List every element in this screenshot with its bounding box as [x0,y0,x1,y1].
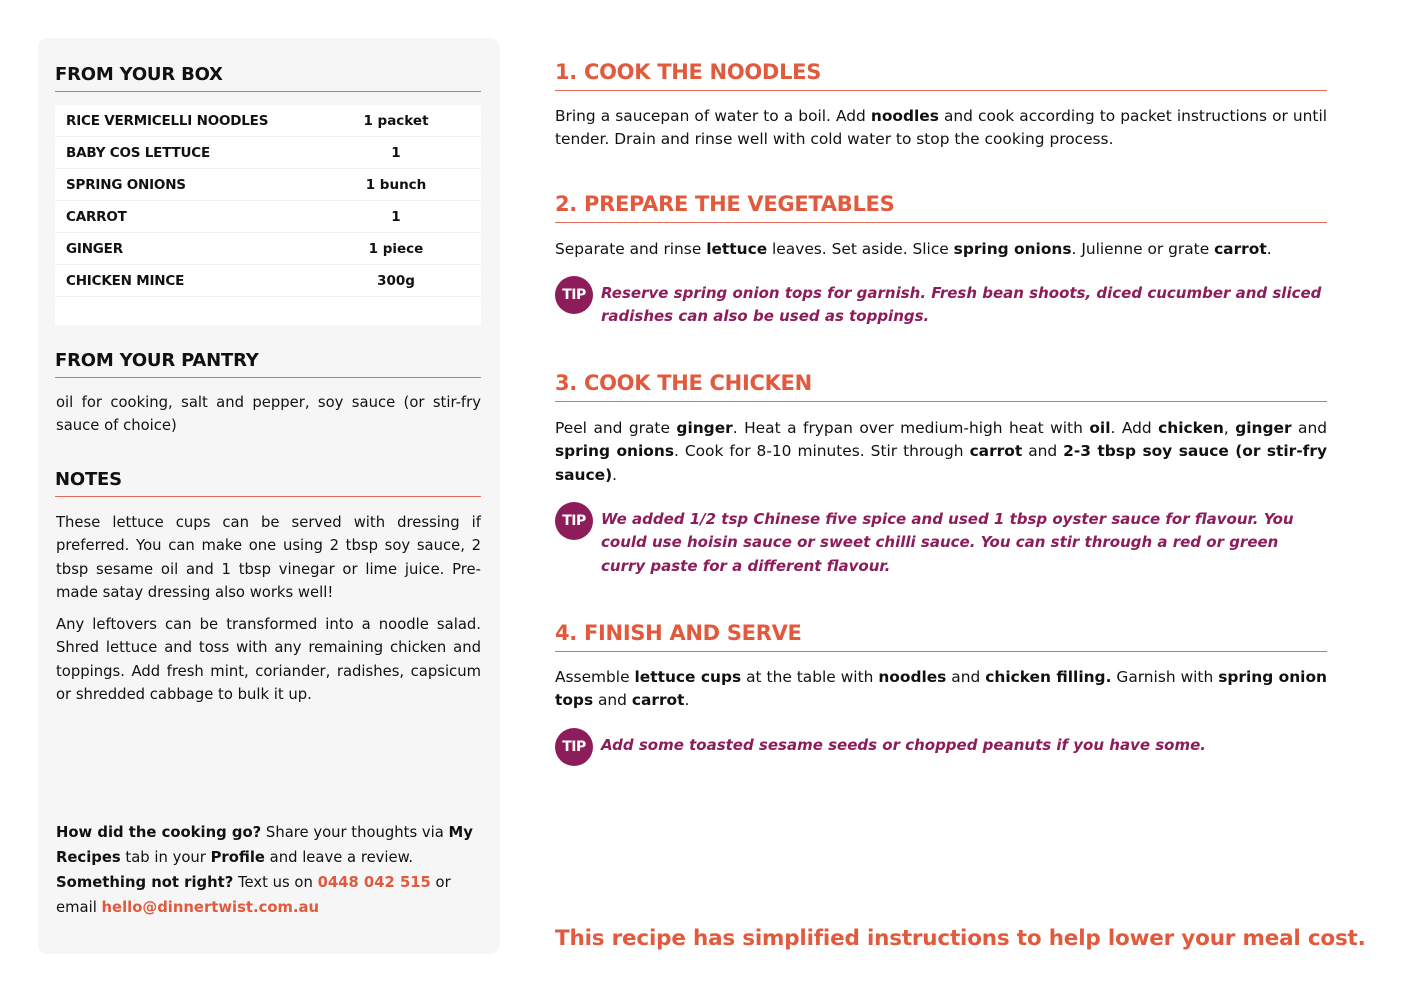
ingredient-name: SPRING ONIONS [66,176,186,193]
body-text: , [1223,419,1236,437]
ingredient-row [55,137,481,169]
bold-ingredient: lettuce [706,240,768,258]
bold-ingredient: ginger [1235,419,1292,437]
ingredient-qty: 1 piece [368,240,424,257]
email-link[interactable]: hello@dinnertwist.com.au [101,899,320,916]
bold-ingredient: spring onions [953,240,1072,258]
from-your-pantry-heading: FROM YOUR PANTRY [55,350,481,378]
bold-ingredient: spring onions [555,442,674,461]
body-text: . Add [1110,419,1159,437]
step-1-body [555,105,1327,152]
ingredient-qty: 1 packet [363,112,429,129]
body-text: and [1291,419,1327,437]
body-text: . Cook for 8-10 minutes. Stir through [673,442,970,461]
pantry-text: oil for cooking, salt and pepper, soy sauce (or stir-fry sauce of choice) [56,394,481,435]
body-text: Peel and grate [555,419,677,437]
ingredient-qty: 1 bunch [365,176,427,193]
body-text: Separate and rinse [555,240,707,258]
bold-ingredient: ginger [676,419,733,437]
ingredient-qty: 1 [391,208,401,225]
body-text: and [593,691,632,710]
bold-ingredient: carrot [1214,240,1267,258]
ingredient-qty: 300g [377,272,415,289]
feedback-text-part: tab in your [120,849,211,866]
body-text: Assemble [555,668,635,686]
body-text: leaves. Set aside. Slice [767,240,954,258]
feedback-text-part: or email [56,874,451,916]
body-text: . Heat a frypan over medium-high heat with [732,419,1090,437]
notes-paragraph-2: Any leftovers can be transformed into a noodle salad. Shred lettuce and toss with any remaining chicken and toppings. Add fresh mint, coriander, radishes, capsicum or shredded cabbage to bulk it up. [56,616,481,703]
ingredient-row [55,201,481,233]
feedback-text [56,820,481,920]
box-ingredients-table [55,105,481,325]
ingredient-row [55,233,481,265]
ingredient-name: GINGER [66,240,123,257]
bold-ingredient: noodles [870,107,939,125]
step-2-title: 2. PREPARE THE VEGETABLES [555,192,1327,223]
tip-badge-icon: TIP [555,728,593,766]
notes-paragraph-1: These lettuce cups can be served with dressing if preferred. You can make one using 2 tbsp soy sauce, 2 tbsp sesame oil and 1 tbsp vinegar or lime juice. Pre-made satay dressing also works well! [56,514,481,601]
bold-ingredient: chicken filling. [985,668,1112,686]
body-text: and [946,668,986,686]
tip-text: Reserve spring onion tops for garnish. Fresh bean shoots, diced cucumber and sliced radishes can also be used as toppings. [601,284,1322,326]
step-1-title: 1. COOK THE NOODLES [555,60,1327,91]
ingredient-name: BABY COS LETTUCE [66,144,211,161]
body-text: . [1266,240,1272,258]
tip-text: Add some toasted sesame seeds or chopped peanuts if you have some. [601,736,1206,754]
ingredient-name: CARROT [66,208,127,225]
bold-ingredient: noodles [878,668,947,686]
ingredient-name: CHICKEN MINCE [66,272,185,289]
issue-question: Something not right? [56,874,234,891]
tip-badge-icon: TIP [555,502,593,540]
body-text: . Julienne or grate [1071,240,1215,258]
tip-text: We added 1/2 tsp Chinese five spice and used 1 tbsp oyster sauce for flavour. You could use hoisin sauce or sweet chilli sauce. You can stir through a red or green curry paste for a different flavour. [601,510,1294,575]
bold-ingredient: carrot [631,691,685,710]
profile-label: Profile [210,849,265,866]
ingredient-row [55,169,481,201]
bold-ingredient: chicken [1158,419,1224,437]
step-2-body [555,238,1327,261]
ingredient-row [55,265,481,297]
bold-ingredient: lettuce cups [634,668,742,686]
from-your-box-heading: FROM YOUR BOX [55,64,481,92]
body-text: and cook according to packet instructions or until tender. Drain and rinse well with cold water to stop the cooking process. [555,107,1327,149]
feedback-text-part: Share your thoughts via [261,824,449,841]
body-text: at the table with [741,668,879,686]
body-text: and [1022,442,1064,461]
bold-ingredient: oil [1089,419,1111,437]
feedback-question: How did the cooking go? [56,824,262,841]
step-4-body [555,666,1327,713]
body-text: Bring a saucepan of water to a boil. Add [555,107,871,125]
bold-ingredient: 2-3 tbsp soy sauce (or stir-fry sauce) [555,442,1327,484]
ingredients-panel [38,38,500,954]
step-3-body [555,417,1327,487]
feedback-text-part: Text us on [233,874,318,891]
tip-badge-icon: TIP [555,276,593,314]
ingredient-row [55,105,481,137]
feedback-text-part: and leave a review. [264,849,414,866]
step-3-title: 3. COOK THE CHICKEN [555,371,1327,402]
body-text: . [684,691,690,710]
body-text: Garnish with [1111,668,1219,686]
body-text: . [612,465,618,484]
simplified-recipe-note: This recipe has simplified instructions to help lower your meal cost. [555,926,1366,951]
bold-ingredient: carrot [969,442,1023,461]
bold-ingredient: spring onion tops [555,668,1327,710]
step-4-title: 4. FINISH AND SERVE [555,621,1327,652]
ingredient-name: RICE VERMICELLI NOODLES [66,112,269,129]
ingredient-qty: 1 [391,144,401,161]
my-recipes-label: My Recipes [56,824,473,866]
notes-heading: NOTES [55,469,481,497]
phone-link[interactable]: 0448 042 515 [317,874,431,891]
